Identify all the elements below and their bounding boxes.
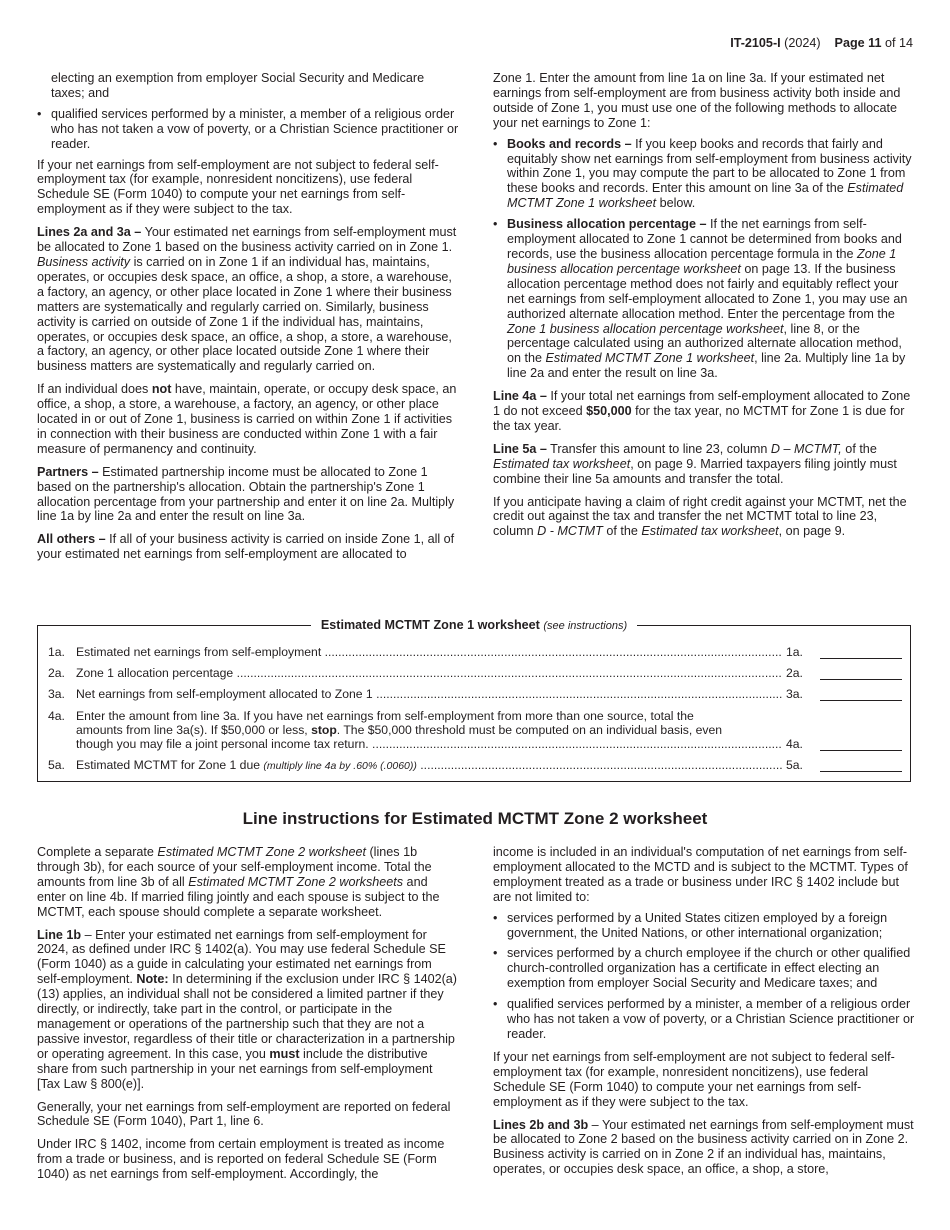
zone1-worksheet (37, 618, 911, 782)
row-description (76, 758, 782, 774)
italic-term: Estimated MCTMT Zone 2 worksheet (157, 845, 366, 859)
row-description (76, 666, 782, 681)
row-description-line2 (76, 723, 902, 738)
right-column-bottom (493, 845, 915, 1185)
right-column-top (493, 71, 915, 547)
heading-line-5a: Line 5a – (493, 441, 547, 456)
row-number: 5a. (48, 758, 65, 772)
text: on page 13. If the business allocation percentage method does not fairly and equitably reflect your net earnings from self-employment allocated to Zone 1, you may use an authorized alternate allocation method. Enter the percentage from the (507, 261, 908, 321)
bullet-minister: • qualified services performed by a minister, a member of a religious order who has not taken a vow of poverty, or a Christian Science practitioner or reader. (493, 997, 915, 1042)
para-not-subject: If your net earnings from self-employment are not subject to federal self-employment tax (for example, nonresident noncitizens), use federal Schedule SE (Form 1040) to compute your net earnings from self-employment as if they were subject to the tax. (37, 157, 439, 217)
italic-note: (multiply line 4a by .60% (.0060)) (263, 760, 417, 772)
row-description (76, 645, 782, 660)
page-of: of 14 (884, 36, 913, 50)
heading-lines-2b-3b: Lines 2b and 3b (493, 1117, 589, 1132)
para-generally: Generally, your net earnings from self-employment are reported on federal Schedule SE (Form 1040), Part 1, line 6. (37, 1099, 451, 1129)
text: If your total net earnings from self-employment allocated to Zone 1 do not exceed (493, 389, 911, 419)
answer-field-5a[interactable] (820, 758, 902, 772)
bullet-minister: • qualified services performed by a minister, a member of a religious order who has not taken a vow of poverty, or a Christian Science practitioner or reader. (37, 107, 459, 152)
bullet-books-records (493, 137, 915, 212)
row-number: 1a. (48, 645, 65, 659)
text: below. (656, 196, 696, 211)
bold-term: $50,000 (586, 404, 632, 419)
text: for the tax year, no MCTMT for Zone 1 is due for the tax year. (493, 404, 905, 433)
bullet-business-allocation (493, 217, 915, 381)
text: include the distributive share from such partnership in your net earnings from self-employment [Tax Law § 800(e)]. (37, 1046, 433, 1091)
worksheet-subtitle: (see instructions) (543, 620, 628, 632)
para-line-1b (37, 928, 459, 1092)
para-lines-2b-3b (493, 1118, 915, 1178)
text: Complete a separate (37, 845, 158, 859)
text: If you anticipate having a claim of right credit against your MCTMT, net the credit out against the tax and transfer the net MCTMT total to line 23, column (493, 494, 907, 539)
heading-books-records: Books and records – (507, 136, 632, 151)
answer-field-3a[interactable] (820, 687, 902, 701)
answer-field-4a[interactable] (820, 737, 902, 751)
para-does-not (37, 382, 459, 457)
row-number: 2a. (48, 666, 65, 680)
italic-term: Business activity (37, 254, 131, 269)
row-description-line3 (76, 737, 782, 752)
text: and enter on line 4b. If married filing jointly and each spouse is subject to the MCTMT, each spouse should complete a separate worksheet. (37, 874, 440, 919)
text: of the (841, 441, 877, 456)
text: Estimated MCTMT for Zone 1 due (76, 758, 264, 772)
row-line-label: 1a. (786, 645, 803, 659)
para-line-4a (493, 389, 915, 434)
bold-term: not (151, 382, 172, 397)
bold-note: Note: (136, 972, 169, 987)
form-id: IT-2105-I (730, 36, 781, 50)
italic-term: Zone 1 business allocation percentage worksheet (507, 321, 784, 336)
text: Estimated partnership income must be allocated to Zone 1 based on the partnership's allocation. Obtain the partnership's Zone 1 allocation percentage from your partnership and enter it on line 2a. Multiply line 1a by line 2a and enter the result on line 3a. (37, 464, 455, 524)
heading-line-4a: Line 4a – (493, 389, 547, 404)
para-line-5a (493, 442, 915, 487)
text: amounts from line 3a(s). If $50,000 or less, (76, 723, 312, 737)
bullet-foreign-government: • services performed by a United States citizen employed by a foreign government, the United Nations, or other international organization; (493, 911, 915, 941)
page-label: Page (834, 36, 865, 50)
heading-line-1b: Line 1b (37, 927, 82, 942)
text: If an individual does (37, 382, 152, 397)
left-column-bottom (37, 845, 459, 1190)
italic-term: Estimated MCTMT Zone 1 worksheet (545, 351, 755, 366)
text: , on page 9. (778, 524, 846, 539)
row-line-label: 5a. (786, 758, 803, 772)
text: , line 2a. Multiply line 1a by line 2a and enter the result on line 3a. (507, 351, 906, 381)
worksheet-title (38, 617, 910, 634)
page-number: 11 (868, 36, 882, 50)
text: is carried on in Zone 1 if an individual has, maintains, operates, or occupies desk space, an office, a shop, a store, a warehouse, a factory, an agency, or other place located in Zone 1 where their business matters are systematically and regularly carried on. Similarly, business activity is carried on outside of Zone 1 if the individual has, maintains, operates, or occupies desk space, an office, a shop, a store, a warehouse, a factory, an agency, or other place located outside Zone 1 where their business matters are systematically and regularly carried on. (37, 254, 452, 374)
form-year: (2024) (784, 36, 821, 50)
text: . The $50,000 threshold must be computed on an individual basis, even (336, 723, 723, 737)
left-column-top (37, 71, 459, 570)
row-number: 3a. (48, 687, 65, 701)
para-zone1: Zone 1. Enter the amount from line 1a on line 3a. If your estimated net earnings from self-employment are from business activity both inside and outside of Zone 1, you must use one of the following methods to allocate your net earnings to Zone 1: (493, 71, 901, 130)
bold-term: must (269, 1046, 300, 1061)
row-description (76, 687, 782, 702)
text: If all of your business activity is carried on inside Zone 1, all of your estimated net earnings from self-employment are allocated to (37, 532, 455, 562)
italic-term: Estimated tax worksheet (493, 456, 631, 471)
text: If the net earnings from self-employment allocated to Zone 1 cannot be determined from books and records, use the business allocation percentage formula in the (507, 217, 902, 261)
italic-term: Zone 1 business allocation percentage worksheet (507, 246, 897, 276)
text: though you may file a joint personal income tax return. (76, 737, 369, 751)
para-all-others (37, 532, 459, 562)
text: In determining if the exclusion under IRC § 1402(a)(13) applies, an individual shall not be considered a limited partner if they directly, or indirectly, take part in the control, or participate in the management or operations of the partnership such that they are not a passive investor, regardless of their title or characterization in a partnership or operating agreement. In this case, you (37, 972, 457, 1061)
zone2-section-title: Line instructions for Estimated MCTMT Zone 2 worksheet (242, 809, 708, 828)
text: – Enter your estimated net earnings from self-employment for 2024, as defined under IRC § 1402(a). You may use federal Schedule SE (Form 1040) as a guide in calculating your estimated net earnings from self-employment. (37, 927, 446, 987)
text: have, maintain, operate, or occupy desk space, an office, a shop, a store, a warehouse, a factory, an agency, or other place located in or out of Zone 1, business is carried on within Zone 1 if activities in connection with their business are conducted within Zone 1 with a fair measure of permanency and continuity. (37, 382, 457, 456)
text: , line 8, or the percentage calculated using an authorized alternate allocation method, on the (507, 321, 902, 366)
row-description-line1: Enter the amount from line 3a. If you have net earnings from self-employment from more than one source, total the (76, 709, 694, 723)
text: – Your estimated net earnings from self-employment must be allocated to Zone 2 based on the business activity carried on in Zone 2. Business activity is carried on in Zone 2 if an individual has, maintains, operates, or occupies desk space, an office, a shop, a store, (493, 1117, 914, 1177)
heading-business-allocation: Business allocation percentage – (507, 217, 707, 232)
worksheet-title-text: Estimated MCTMT Zone 1 worksheet (320, 618, 540, 632)
italic-term: Estimated tax worksheet (641, 524, 779, 539)
text: Net earnings from self-employment allocated to Zone 1 (76, 687, 373, 701)
text: Zone 1 allocation percentage (76, 666, 234, 680)
bullet-continuation: electing an exemption from employer Social Security and Medicare taxes; and (51, 71, 425, 100)
text: Estimated net earnings from self-employment (76, 645, 322, 659)
para-lines-2a-3a (37, 225, 459, 374)
italic-term: Estimated MCTMT Zone 2 worksheets (188, 874, 404, 889)
answer-field-1a[interactable] (820, 645, 902, 659)
bold-term: stop (311, 723, 337, 737)
heading-all-others: All others – (37, 532, 106, 547)
page-header (730, 36, 913, 51)
text: Transfer this amount to line 23, column (546, 441, 771, 456)
text: , on page 9. Married taxpayers filing jointly must combine their line 5a amounts and transfer the total. (493, 456, 897, 486)
bullet-church-employee: • services performed by a church employee if the church or other qualified church-controlled organization has a certificate in effect electing an exemption from employer Social Security and Medicare taxes; and (493, 946, 915, 991)
para-not-subject: If your net earnings from self-employment are not subject to federal self-employment tax (for example, nonresident noncitizens), use federal Schedule SE (Form 1040) to compute your net earnings from self-employment as if they were subject to the tax. (493, 1049, 895, 1109)
para-under-irc: Under IRC § 1402, income from certain employment is treated as income from a trade or business, and is reported on federal Schedule SE (Form 1040) as net earnings from self-employment. Accordingly, the (37, 1137, 445, 1182)
para-claim-of-right (493, 495, 915, 540)
italic-term: Estimated MCTMT Zone 1 worksheet (507, 181, 904, 211)
answer-field-2a[interactable] (820, 666, 902, 680)
text: If you keep books and records that fairly and equitably show net earnings from self-employment from business activity within Zone 1, you may compute the part to be allocated to Zone 1 from these books and records. Enter this amount on line 3a of the (507, 136, 912, 196)
text: Your estimated net earnings from self-employment must be allocated to Zone 1 based on the business activity carried on in Zone 1. (37, 225, 457, 255)
italic-term: D – MCTMT, (770, 441, 842, 456)
para-partners (37, 465, 459, 525)
text: of the (602, 524, 642, 539)
row-line-label: 4a. (786, 737, 803, 751)
italic-term: D - MCTMT (537, 524, 603, 539)
heading-lines-2a-3a: Lines 2a and 3a – (37, 225, 142, 240)
para-zone2-intro (37, 845, 459, 920)
heading-partners: Partners – (37, 464, 99, 479)
para-income-included: income is included in an individual's computation of net earnings from self-employment allocated to the MCTD and is subject to the MCTMT. Types of employment treated as a trade or business under IRC § 1402 include but are not limited to: (493, 845, 908, 904)
row-line-label: 3a. (786, 687, 803, 701)
row-number: 4a. (48, 709, 65, 723)
text: (lines 1b through 3b), for each source of your self-employment income. Total the amounts from line 3b of all (37, 845, 432, 889)
row-line-label: 2a. (786, 666, 803, 680)
